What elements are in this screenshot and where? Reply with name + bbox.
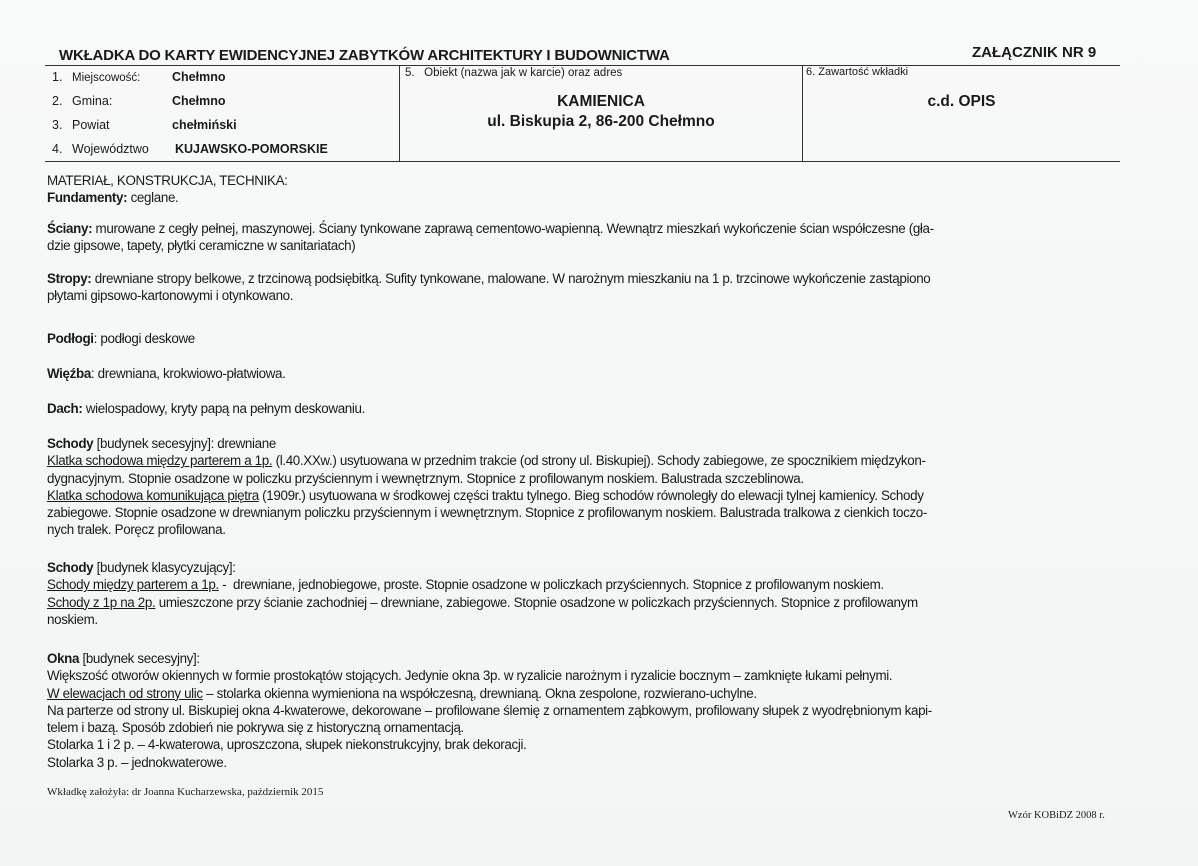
- section-roof: [47, 400, 365, 417]
- author-note: Wkładkę założyła: dr Joanna Kucharzewska, październik 2015: [47, 786, 324, 798]
- text-run: umieszczone przy ścianie zachodniej – drewniane, zabiegowe. Stopnie osadzone w policzkach przyściennych. Stopnice z profilowanym: [155, 594, 918, 610]
- text-line: [47, 594, 918, 611]
- field-county: 3. Powiat chełmiński: [52, 118, 237, 132]
- subsection-label: Schody z 1p na 2p.: [47, 594, 156, 610]
- text-run: : drewniana, krokwiowo-płatwiowa.: [90, 366, 286, 381]
- text-line: [47, 504, 927, 521]
- header-bottom-rule: [45, 161, 1120, 162]
- text-run: nych tralek. Poręcz profilowana.: [47, 522, 226, 538]
- text-run: MATERIAŁ, KONSTRUKCJA, TECHNIKA:: [47, 173, 288, 188]
- field-locality: 1. Miejscowość: Chełmno: [52, 70, 226, 84]
- field-commune: 2. Gmina: Chełmno: [52, 94, 226, 108]
- section-heading: Okna: [47, 651, 80, 666]
- text-line: [47, 611, 918, 628]
- subsection-label: W elewacjach od strony ulic: [47, 685, 203, 701]
- text-line: [47, 685, 932, 702]
- section-heading: Ściany:: [47, 221, 93, 236]
- text-run: płytami gipsowo-kartonowymi i otynkowano.: [47, 288, 294, 304]
- text-run: – stolarka okienna wymieniona na współczesną, drewnianą. Okna zespolone, rozwierano-uchylne.: [202, 685, 757, 701]
- text-run: wielospadowy, kryty papą na pełnym deskowaniu.: [82, 401, 365, 416]
- text-run: [budynek klasycyzujący]:: [93, 560, 236, 575]
- text-line: [47, 736, 932, 753]
- text-line: [47, 287, 930, 304]
- text-run: dygnacyjnym. Stopnie osadzone w policzku przyściennym i wewnętrznym. Stopnice z profilowanym noskiem. Balustrada szczeblinowa.: [47, 470, 804, 486]
- text-run: Stolarka 1 i 2 p. – 4-kwaterowa, uproszczona, słupek niekonstrukcyjny, brak dekoracji.: [47, 737, 527, 753]
- text-line: [47, 189, 288, 206]
- template-note: Wzór KOBiDZ 2008 r.: [1008, 810, 1105, 821]
- document-title: WKŁADKA DO KARTY EWIDENCYJNEJ ZABYTKÓW ARCHITEKTURY I BUDOWNICTWA: [59, 47, 670, 64]
- text-run: (l.40.XXw.) usytuowana w przednim trakcie (od strony ul. Biskupiej). Schody zabiegowe, ze spocznikiem międzykon-: [272, 453, 926, 469]
- object-address: ul. Biskupia 2, 86-200 Chełmno: [487, 113, 715, 130]
- section-windows: [47, 650, 932, 771]
- subsection-label: Schody między parterem a 1p.: [47, 577, 219, 593]
- text-line: [47, 650, 932, 667]
- section-stairs-classicist: [47, 559, 918, 628]
- text-line: [47, 220, 934, 237]
- text-line: [47, 270, 930, 287]
- section-walls: [47, 220, 934, 255]
- column-divider: [802, 65, 803, 162]
- text-line: [47, 667, 932, 684]
- text-line: [47, 435, 927, 452]
- text-run: zabiegowe. Stopnie osadzone w drewnianym policzku przyściennym i wewnętrznym. Stopnice z profilowanym noskiem. Balustrada tralkowa z cienkich toczo-: [47, 505, 928, 521]
- text-run: murowane z cegły pełnej, maszynowej. Ściany tynkowane zaprawą cementowo-wapienną. Wewnątrz mieszkań wykończenie ścian współczesne (gła-: [92, 221, 934, 236]
- text-run: dzie gipsowe, tapety, płytki ceramiczne w sanitariatach): [47, 238, 356, 254]
- section-stairs-secession: [47, 435, 927, 539]
- text-run: noskiem.: [47, 611, 98, 627]
- section-heading: Schody: [47, 436, 94, 451]
- text-run: ceglane.: [127, 190, 179, 206]
- text-line: [47, 237, 934, 254]
- text-run: (1909r.) usytuowana w środkowej części traktu tylnego. Bieg schodów równoległy do elewacji tylnej kamienicy. Schody: [258, 487, 924, 503]
- text-line: [47, 754, 932, 771]
- section-heading: Schody: [47, 560, 94, 575]
- header-rule: [45, 65, 1120, 66]
- text-run: telem i bazą. Sposób zdobień nie pokrywa się z historyczną ornamentacją.: [47, 720, 464, 736]
- section-heading: Stropy:: [47, 271, 92, 286]
- text-line: [47, 400, 365, 417]
- text-line: [47, 330, 195, 347]
- text-run: drewniane stropy belkowe, z trzcinową podsiębitką. Sufity tynkowane, malowane. W narożnym mieszkaniu na 1 p. trzcinowe wykończenie zastąpiono: [91, 271, 931, 286]
- subsection-label: Klatka schodowa między parterem a 1p.: [47, 453, 273, 469]
- section-heading: Fundamenty:: [47, 190, 128, 206]
- text-run: [budynek secesyjny]: drewniane: [93, 436, 276, 451]
- text-run: Na parterze od strony ul. Biskupiej okna 4-kwaterowe, dekorowane – profilowane ślemię z ornamentem ząbkowym, profilowany słupek z wyodrębnionym kapi-: [47, 702, 932, 718]
- text-run: [budynek secesyjny]:: [79, 651, 200, 666]
- text-run: - drewniane, jednobiegowe, proste. Stopnie osadzone w policzkach przyściennych. Stopnice z profilowanym noskiem.: [218, 577, 884, 593]
- text-line: [47, 452, 927, 469]
- object-name: KAMIENICA: [557, 93, 645, 110]
- section-ceilings: [47, 270, 930, 305]
- text-line: [47, 702, 932, 719]
- text-line: [47, 576, 918, 593]
- text-line: [47, 487, 927, 504]
- contents-label: 6. Zawartość wkładki: [806, 66, 909, 78]
- text-line: [47, 521, 927, 538]
- text-run: Większość otworów okiennych w formie prostokątów stojących. Jedynie okna 3p. w ryzalicie narożnym i ryzalicie bocznym – zamknięte łukami pełnymi.: [47, 668, 893, 684]
- section-floors: [47, 330, 195, 347]
- text-line: [47, 470, 927, 487]
- text-run: : podłogi deskowe: [93, 331, 195, 346]
- annex-number: ZAŁĄCZNIK NR 9: [972, 44, 1097, 61]
- text-run: Stolarka 3 p. – jednokwaterowe.: [47, 754, 227, 770]
- object-label: 5. Obiekt (nazwa jak w karcie) oraz adres: [405, 67, 623, 79]
- field-voivodeship: 4. Województwo KUJAWSKO-POMORSKIE: [52, 142, 328, 156]
- section-heading: Podłogi: [47, 331, 94, 346]
- text-line: [47, 559, 918, 576]
- section-materials: [47, 172, 288, 207]
- section-heading: Dach:: [47, 401, 83, 416]
- section-heading: Więźba: [47, 366, 91, 381]
- subsection-label: Klatka schodowa komunikująca piętra: [47, 487, 259, 503]
- text-line: [47, 365, 286, 382]
- text-line: [47, 172, 288, 189]
- section-roof-truss: [47, 365, 286, 382]
- text-line: [47, 719, 932, 736]
- contents-value: c.d. OPIS: [927, 93, 996, 110]
